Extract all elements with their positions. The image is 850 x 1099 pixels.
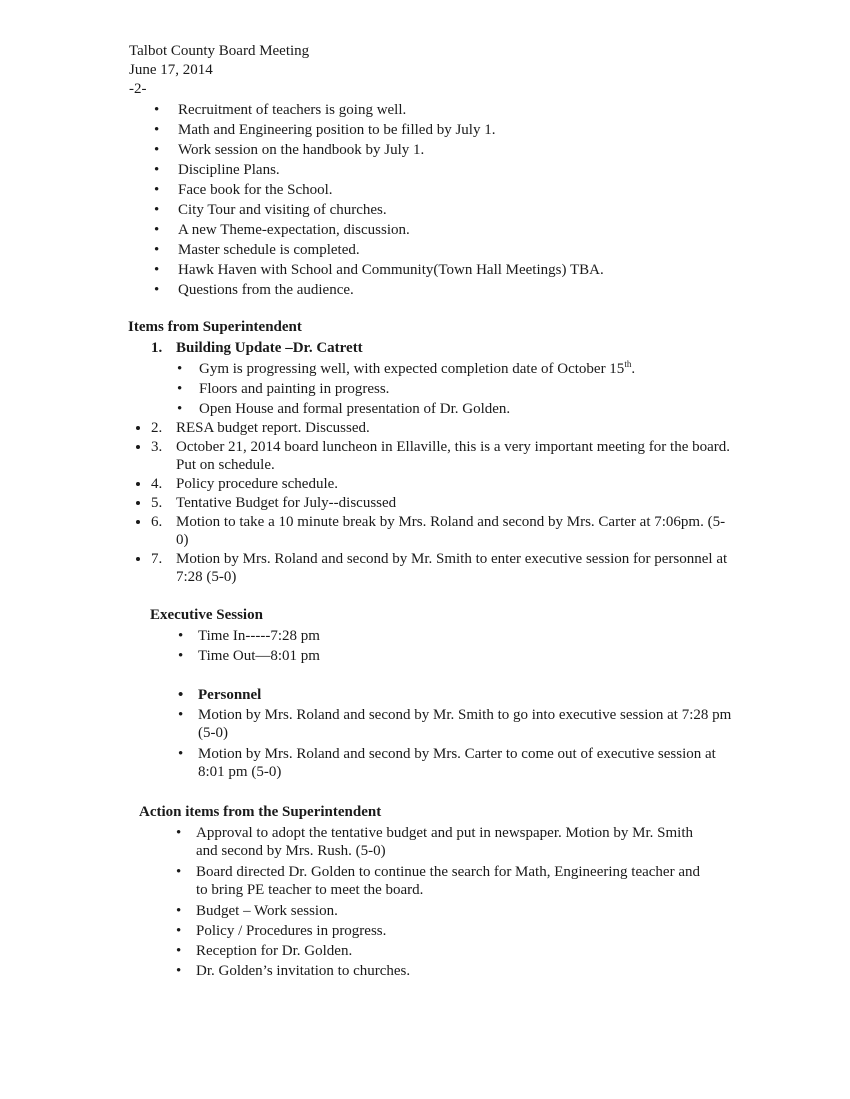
- building-update-list: [173, 359, 731, 419]
- numbered-item: • 6. Motion to take a 10 minute break by Mrs. Roland and second by Mrs. Carter at 7:06pm. (5-0): [151, 513, 731, 549]
- report-list: [150, 100, 710, 300]
- list-item: • Recruitment of teachers is going well.: [150, 100, 710, 120]
- executive-heading: Executive Session: [150, 607, 263, 623]
- list-item: • Questions from the audience.: [150, 280, 710, 300]
- numbered-item: • 4. Policy procedure schedule.: [151, 475, 731, 493]
- header: [129, 42, 309, 99]
- list-item: • Master schedule is completed.: [150, 240, 710, 260]
- list-item: • Hawk Haven with School and Community(Town Hall Meetings) TBA.: [150, 260, 710, 280]
- numbered-item: [151, 339, 731, 357]
- meeting-date: June 17, 2014: [129, 62, 213, 78]
- meeting-title: Talbot County Board Meeting: [129, 43, 310, 59]
- list-item: • Discipline Plans.: [150, 160, 710, 180]
- list-item: • A new Theme-expectation, discussion.: [150, 220, 710, 240]
- list-item: • Budget – Work session.: [172, 902, 712, 921]
- numbered-item: • 7. Motion by Mrs. Roland and second by Mr. Smith to enter executive session for personnel at 7:28 (5-0): [151, 550, 731, 586]
- list-item: • Gym is progressing well, with expected completion date of October 15th.: [173, 359, 731, 379]
- numbered-item: • 5. Tentative Budget for July--discussed: [151, 494, 731, 512]
- executive-times: [174, 627, 734, 667]
- numbered-item: • 2. RESA budget report. Discussed.: [151, 419, 731, 437]
- numbered-item: • 3. October 21, 2014 board luncheon in Ellaville, this is a very important meeting for the board. Put on schedule.: [151, 438, 731, 474]
- list-item: • Approval to adopt the tentative budget and put in newspaper. Motion by Mr. Smith and second by Mrs. Rush. (5-0): [172, 824, 712, 860]
- personnel-list: [174, 686, 734, 782]
- list-item: • Motion by Mrs. Roland and second by Mrs. Carter to come out of executive session at 8:01 pm (5-0): [174, 745, 734, 781]
- superintendent-items: [151, 339, 731, 587]
- list-item: • Board directed Dr. Golden to continue the search for Math, Engineering teacher and to bring PE teacher to meet the board.: [172, 863, 712, 899]
- list-item: • Reception for Dr. Golden.: [172, 942, 712, 961]
- list-item: • Time Out—8:01 pm: [174, 647, 734, 666]
- personnel-label: • Personnel: [174, 686, 734, 705]
- list-item: • Time In-----7:28 pm: [174, 627, 734, 646]
- list-item: • Face book for the School.: [150, 180, 710, 200]
- list-item: • Open House and formal presentation of Dr. Golden.: [173, 399, 731, 419]
- list-item: • City Tour and visiting of churches.: [150, 200, 710, 220]
- superintendent-heading: Items from Superintendent: [128, 319, 302, 335]
- page-number: -2-: [129, 81, 147, 97]
- list-item: • Work session on the handbook by July 1.: [150, 140, 710, 160]
- action-heading: Action items from the Superintendent: [139, 804, 382, 820]
- list-item: • Policy / Procedures in progress.: [172, 922, 712, 941]
- item-number: 1.: [151, 340, 163, 356]
- list-item: • Math and Engineering position to be filled by July 1.: [150, 120, 710, 140]
- action-list: [172, 824, 712, 982]
- list-item: • Dr. Golden’s invitation to churches.: [172, 962, 712, 981]
- building-update-label: Building Update –Dr. Catrett: [176, 340, 363, 356]
- list-item: • Motion by Mrs. Roland and second by Mr. Smith to go into executive session at 7:28 pm (5-0): [174, 706, 734, 742]
- list-item: • Floors and painting in progress.: [173, 379, 731, 399]
